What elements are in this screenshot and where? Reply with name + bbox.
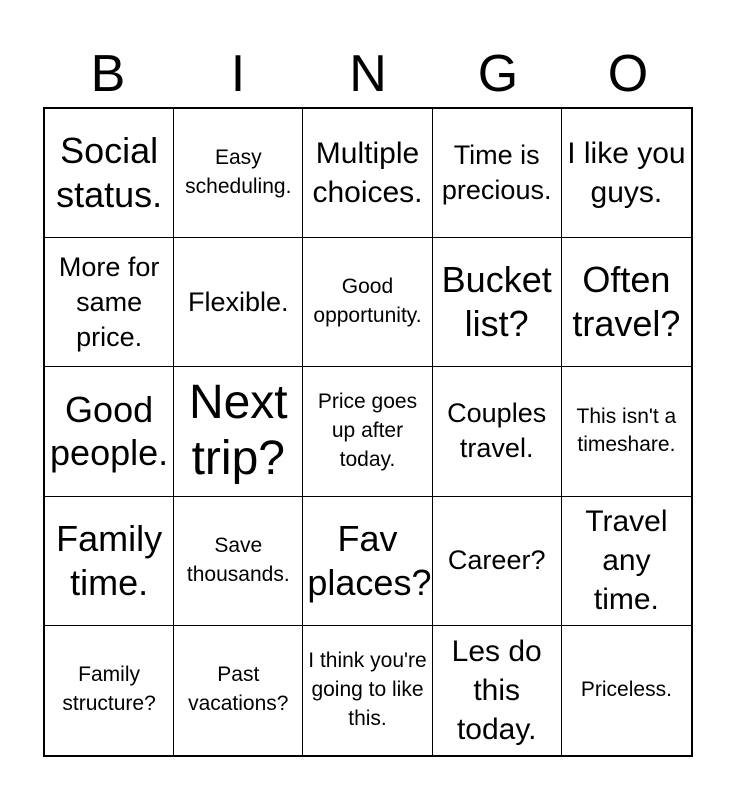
bingo-cell-text: Flexible.: [188, 286, 289, 317]
header-letter-o: O: [607, 45, 649, 103]
bingo-cell-text: Family time.: [56, 517, 163, 603]
bingo-cell-text: Next trip?: [188, 375, 288, 486]
header-letter-i: I: [230, 45, 246, 103]
bingo-cell-text: Past vacations?: [188, 663, 289, 716]
bingo-cell[interactable]: [45, 238, 174, 367]
bingo-cell[interactable]: [562, 497, 691, 626]
bingo-cell[interactable]: [433, 238, 562, 367]
bingo-cell-text: Les do this today.: [451, 634, 542, 746]
bingo-cell-text: Save thousands.: [186, 533, 290, 586]
bingo-cell[interactable]: [174, 367, 303, 496]
bingo-cell[interactable]: [45, 109, 174, 238]
bingo-cell-text: Often travel?: [572, 259, 681, 345]
bingo-cell[interactable]: [45, 626, 174, 755]
bingo-cell[interactable]: [433, 497, 562, 626]
bingo-cell[interactable]: [303, 367, 432, 496]
bingo-cell-text: Easy scheduling.: [185, 146, 292, 199]
bingo-cell[interactable]: [562, 626, 691, 755]
bingo-cell-text: More for same price.: [58, 251, 160, 352]
header-letter-g: G: [477, 45, 519, 103]
bingo-cell-text: I think you're going to like this.: [308, 648, 427, 730]
bingo-cell[interactable]: [174, 626, 303, 755]
bingo-cell-text: Career?: [447, 545, 546, 576]
bingo-cell[interactable]: [562, 109, 691, 238]
bingo-cell[interactable]: [562, 238, 691, 367]
bingo-cell[interactable]: [303, 626, 432, 755]
bingo-cell-text: Family structure?: [62, 663, 156, 716]
bingo-cell[interactable]: [303, 109, 432, 238]
bingo-cell[interactable]: [433, 626, 562, 755]
bingo-cell-text: Priceless.: [580, 677, 672, 701]
bingo-cell[interactable]: [174, 109, 303, 238]
bingo-cell-text: Social status.: [56, 130, 163, 216]
bingo-cell[interactable]: [433, 367, 562, 496]
bingo-cell-text: Multiple choices.: [312, 137, 423, 210]
bingo-cell-text: I like you guys.: [567, 137, 686, 210]
header-letter-b: B: [90, 45, 126, 103]
bingo-cell-text: Time is precious.: [441, 140, 552, 206]
bingo-cell-text: Bucket list?: [441, 259, 552, 345]
bingo-cell[interactable]: [45, 367, 174, 496]
bingo-cell-text: Fav places?: [307, 517, 432, 603]
bingo-cell[interactable]: [45, 497, 174, 626]
bingo-cell-text: Good people.: [50, 388, 169, 474]
bingo-cell[interactable]: [174, 497, 303, 626]
bingo-header: [43, 44, 693, 104]
bingo-cell-text: Good opportunity.: [313, 275, 422, 328]
bingo-cell[interactable]: [562, 367, 691, 496]
bingo-cell-text: Travel any time.: [585, 505, 668, 617]
bingo-cell[interactable]: [303, 497, 432, 626]
bingo-cell-text: Couples travel.: [447, 398, 547, 464]
bingo-board: [43, 107, 693, 757]
bingo-cell[interactable]: [303, 238, 432, 367]
bingo-cell-text: Price goes up after today.: [317, 390, 418, 471]
bingo-cell[interactable]: [174, 238, 303, 367]
bingo-cell-text: This isn't a timeshare.: [576, 404, 677, 457]
header-letter-n: N: [349, 45, 387, 103]
bingo-cell[interactable]: [433, 109, 562, 238]
